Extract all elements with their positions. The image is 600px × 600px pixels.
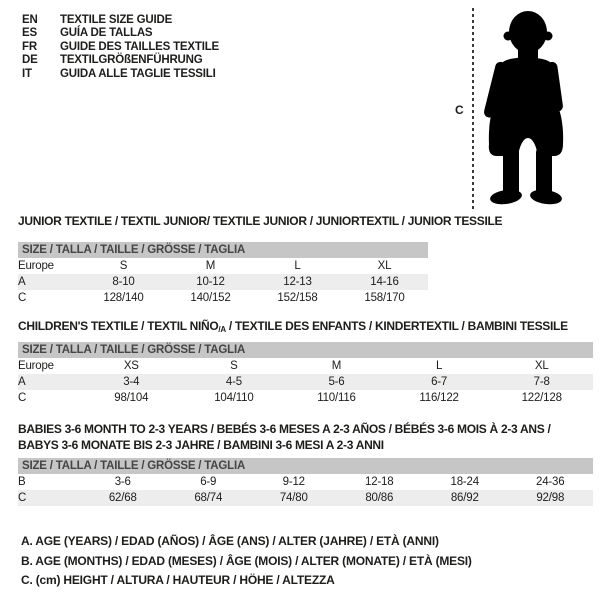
children-size-table (18, 342, 593, 406)
size-cell: L (435, 360, 443, 372)
babies-title-line1: BABIES 3-6 MONTH TO 2-3 YEARS / BEBÉS 3-6 MESES A 2-3 AÑOS / BÉBÉS 3-6 MOIS À 2-3 ANS / (18, 422, 551, 436)
size-cell: L (294, 260, 301, 272)
height-label: C (455, 103, 464, 117)
language-title: GUÍA DE TALLAS (60, 27, 153, 40)
language-list (22, 14, 219, 81)
table-row (18, 490, 593, 506)
size-cell: 5-6 (328, 376, 345, 388)
language-title: TEXTILGRÖßENFÜHRUNG (60, 54, 203, 67)
row-label: A (18, 276, 26, 288)
row-label: C (18, 392, 27, 404)
row-label: B (18, 476, 26, 488)
language-code: EN (22, 14, 38, 26)
children-title-sub: /A (218, 325, 226, 334)
row-label: A (18, 376, 26, 388)
size-cell: 12-13 (283, 276, 312, 288)
language-code: DE (22, 54, 38, 67)
junior-size-table (18, 242, 428, 306)
table-row (18, 290, 428, 306)
language-code: FR (22, 40, 37, 53)
size-cell: 62/68 (108, 492, 137, 504)
legend-line-b: B. AGE (MONTHS) / EDAD (MESES) / ÂGE (MOIS) / ALTER (MONATE) / ETÀ (MESI) (21, 553, 472, 568)
table-row (18, 258, 428, 274)
baby-silhouette-icon (480, 6, 576, 206)
children-title-post: / TEXTILE DES ENFANTS / KINDERTEXTIL / BAMBINI TESSILE (225, 319, 568, 333)
size-cell: 122/128 (521, 392, 562, 404)
size-cell: 7-8 (533, 376, 550, 388)
legend (21, 532, 472, 591)
size-header-bar: SIZE / TALLA / TAILLE / GRÖSSE / TAGLIA (18, 458, 593, 474)
size-cell: 4-5 (225, 376, 242, 388)
size-cell: 128/140 (103, 292, 144, 304)
size-cell: 74/80 (279, 492, 308, 504)
size-cell: 8-10 (112, 276, 135, 288)
size-cell: XL (377, 260, 392, 272)
table-row (18, 274, 428, 290)
babies-section-title (18, 421, 550, 453)
size-header-bar: SIZE / TALLA / TAILLE / GRÖSSE / TAGLIA (18, 342, 593, 358)
size-cell: 158/170 (364, 292, 405, 304)
size-cell: M (331, 360, 342, 372)
language-row-en (22, 14, 219, 27)
row-label: Europe (18, 260, 54, 272)
size-cell: 12-18 (365, 476, 394, 488)
size-cell: 110/116 (317, 392, 356, 404)
language-title: TEXTILE SIZE GUIDE (60, 14, 173, 26)
legend-line-a: A. AGE (YEARS) / EDAD (AÑOS) / ÂGE (ANS) / ALTER (JAHRE) / ETÀ (ANNI) (21, 534, 439, 548)
size-cell: XL (534, 360, 549, 372)
size-cell: 116/122 (419, 392, 459, 404)
language-title: GUIDE DES TAILLES TEXTILE (60, 40, 219, 53)
size-cell: 18-24 (450, 476, 479, 488)
size-cell: 86/92 (450, 492, 479, 504)
row-label: C (18, 492, 27, 504)
size-cell: M (205, 260, 216, 272)
table-row (18, 474, 593, 490)
size-cell: 24-36 (536, 476, 565, 488)
size-cell: 104/110 (214, 392, 254, 404)
language-row-de (22, 54, 219, 67)
size-cell: 3-6 (114, 476, 131, 488)
language-code: ES (22, 27, 37, 40)
size-cell: S (119, 260, 128, 272)
row-label: C (18, 292, 27, 304)
babies-size-table (18, 458, 593, 506)
size-cell: 80/86 (365, 492, 394, 504)
size-header-bar: SIZE / TALLA / TAILLE / GRÖSSE / TAGLIA (18, 242, 428, 258)
size-cell: 152/158 (277, 292, 318, 304)
junior-section-title: JUNIOR TEXTILE / TEXTIL JUNIOR/ TEXTILE JUNIOR / JUNIORTEXTIL / JUNIOR TESSILE (18, 214, 503, 228)
size-cell: 6-7 (431, 376, 448, 388)
children-title-pre: CHILDREN'S TEXTILE / TEXTIL NIÑO (18, 319, 219, 333)
row-label: Europe (18, 360, 54, 372)
size-cell: 92/98 (536, 492, 565, 504)
size-cell: 3-4 (123, 376, 140, 388)
size-cell: 9-12 (282, 476, 305, 488)
table-row (18, 358, 593, 374)
language-row-fr (22, 41, 219, 54)
table-row (18, 374, 593, 390)
language-title: GUIDA ALLE TAGLIE TESSILI (60, 67, 216, 80)
size-cell: 6-9 (200, 476, 217, 488)
table-row (18, 390, 593, 406)
legend-line-c: C. (cm) HEIGHT / ALTURA / HAUTEUR / HÖHE / ALTEZZA (21, 573, 335, 587)
size-cell: 14-16 (370, 276, 399, 288)
size-cell: 140/152 (190, 292, 231, 304)
children-section-title (18, 319, 568, 334)
language-code: IT (22, 67, 32, 80)
size-cell: XS (123, 360, 139, 372)
size-cell: 10-12 (196, 276, 225, 288)
babies-title-line2: BABYS 3-6 MONATE BIS 2-3 JAHRE / BAMBINI 3-6 MESI A 2-3 ANNI (18, 438, 384, 452)
language-row-es (22, 27, 219, 40)
size-cell: 68/74 (194, 492, 223, 504)
language-row-it (22, 68, 219, 81)
size-cell: S (230, 360, 238, 372)
size-cell: 98/104 (114, 392, 149, 404)
height-dotted-line (472, 8, 474, 210)
